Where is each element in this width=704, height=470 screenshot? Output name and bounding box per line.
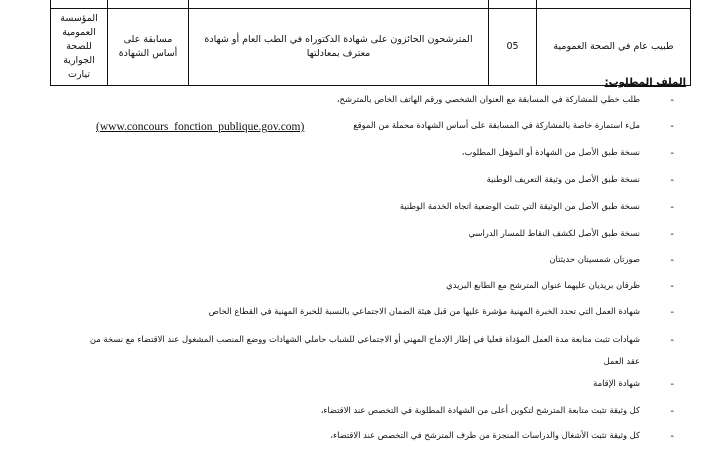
list-item [0,280,704,300]
positions-table [50,0,691,86]
list-item-text: نسخة طبق الأصل من الشهادة أو المؤهل المطلوب، [461,147,640,157]
bullet-marker: - [670,95,674,106]
bullet-marker: - [670,431,674,442]
list-item [0,378,704,398]
list-item-text: طلب خطي للمشاركة في المسابقة مع العنوان الشخصي ورقم الهاتف الخاص بالمترشح، [336,94,640,104]
list-item [0,405,704,425]
recruitment-mode-cell: مسابقة على أساس الشهادة [108,9,189,86]
list-item-text: كل وثيقة تثبت الأشغال والدراسات المنجزة من طرف المترشح في التخصص عند الاقتضاء، [330,430,640,440]
list-item-text: شهادة العمل التي تحدد الخبرة المهنية مؤشرة عليها من قبل هيئة الضمان الاجتماعي بالنسبة للخبرة المهنية في القطاع الخاص [208,306,640,316]
table-top-row [51,0,691,9]
list-item-text: كل وثيقة تثبت متابعة المترشح لتكوين أعلى من الشهادة المطلوبة في التخصص عند الاقتضاء، [320,405,640,415]
positions-count-cell: 05 [489,9,537,86]
institution-cell: المؤسسة العمومية للصحة الجوارية تيارت [51,9,108,86]
bullet-marker: - [670,335,674,346]
list-item-text: شهادات تثبت متابعة مدة العمل المؤداة فعليا في إطار الإدماج المهني أو الاجتماعي للشباب حاملي الشهادات ووضع المنصب المشغول عند الاقتضاء مع نسخة من [89,334,640,344]
bullet-marker: - [670,229,674,240]
list-item [0,254,704,274]
list-item [0,94,704,114]
website-link[interactable]: (www.concours_fonction_publique.gov.com) [96,121,305,133]
bullet-marker: - [670,202,674,213]
list-item [0,228,704,248]
bullet-marker: - [670,281,674,292]
list-item [0,174,704,194]
required-file-heading: الملف المطلوب: [604,77,686,88]
bullet-marker: - [670,148,674,159]
conditions-cell: المترشحون الحائزون على شهادة الدكتوراه في الطب العام أو شهادة معترف بمعادلتها [189,9,489,86]
list-item [0,147,704,167]
bullet-marker: - [670,175,674,186]
table-row [51,9,691,86]
bullet-marker: - [670,307,674,318]
list-item-text: صورتان شمسيتان حديثتان [549,254,640,264]
list-item-text: شهادة الإقامة [593,378,640,388]
list-item [0,430,704,450]
list-item-text: نسخة طبق الأصل من الوثيقة التي تثبت الوضعية اتجاه الخدمة الوطنية [399,201,640,211]
list-item [0,356,704,376]
bullet-marker: - [670,379,674,390]
list-item [0,201,704,221]
list-item-text: عقد العمل [603,356,640,366]
list-item-text: نسخة طبق الأصل لكشف النقاط للمسار الدراسي [468,228,640,238]
list-item-text: نسخة طبق الأصل من وثيقة التعريف الوطنية [486,174,640,184]
list-item [0,334,704,354]
list-item-text: ظرفان بريديان عليهما عنوان المترشح مع الطابع البريدي [446,280,640,290]
bullet-marker: - [670,406,674,417]
bullet-marker: - [670,255,674,266]
list-item [0,306,704,326]
bullet-marker: - [670,121,674,132]
specialty-cell: طبيب عام في الصحة العمومية [537,9,691,86]
list-item-text: ملء استمارة خاصة بالمشاركة في المسابقة على أساس الشهادة محملة من الموقع [353,120,640,130]
list-item [0,120,704,140]
